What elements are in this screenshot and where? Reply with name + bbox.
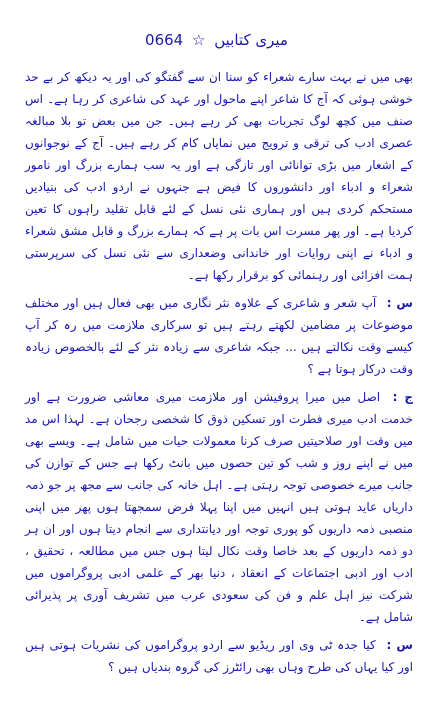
paragraph-text: کیا جدہ ٹی وی اور ریڈیو سے اردو پروگراموں کی نشریات ہوتی ہیں اور کیا یہاں کی طرح وہاں بھی رائٹرز کی گروہ بندیاں ہیں ؟	[25, 638, 413, 674]
paragraph-text: اصل میں میرا پروفیشن اور ملازمت میری معاشی ضرورت ہے اور خدمت ادب میری فطرت اور تسکین ذوق کا شخصی رجحان ہے۔ لہذا اس مد میں وقت اور صلاحیتیں صرف کرنا معمولات حیات میں شامل ہے۔ ویسے بھی میں نے اپنے روز و شب کو تین حصوں میں بانٹ رکھا ہے جس کے توازن کی جانب میرے خصوصی توجہ رہتی ہے۔ اہل خانہ کی جانب سے مجھ پر جو ذمہ داریاں عاید ہوتی ہیں انہیں میں اپنا پہلا فرض سمجھتا ہوں پھر میں اپنی منصبی ذمہ داریوں کو پوری توجہ اور دیانتداری سے انجام دیتا ہوں اور ان ہر دو ذمہ داریوں کے بعد خاصا وقت نکال لیتا ہوں جس میں مطالعہ ، تحقیق ، ادب اور ادبی اجتماعات کے انعقاد ، دنیا بھر کے علمی ادبی پروگراموں میں شرکت نیز اہل علم و فن کی سعودی عرب میں تشریف آوری پر پذیرائی شامل ہے۔	[25, 390, 413, 624]
page-number: 0664	[145, 31, 184, 49]
paragraph-answer-1	[25, 386, 413, 628]
article-body	[25, 66, 413, 684]
question-label: س :	[386, 638, 413, 652]
paragraph-question-1	[25, 292, 413, 380]
paragraph-text: آپ شعر و شاعری کے علاوہ نثر نگاری میں بھی فعال ہیں اور مختلف موضوعات پر مضامین لکھتے رہتے ہیں تو سرکاری ملازمت میں رہ کر آپ کیسے وقت نکالتے ہیں ... جبکہ شاعری سے زیادہ نثر کے لئے بالخصوص زیادہ وقت درکار ہوتا ہے ؟	[25, 296, 413, 376]
paragraph-question-2	[25, 634, 413, 678]
paragraph-text: بھی میں نے بہت سارے شعراء کو سنا ان سے گفتگو کی اور یہ دیکھ کر بے حد خوشی ہوئی کہ آج کا شاعر اپنے ماحول اور عہد کی شاعری کر رہا ہے۔ اس صنف میں کچھ لوگ تجربات بھی کر رہے ہیں۔ جن میں بعض تو بلا مبالغہ عصری ادب کی ترقی و ترویج میں نمایاں کام کر رہے ہیں۔ آج کے نوجوانوں کے اشعار میں بڑی توانائی اور تازگی ہے اور یہ سب ہمارے بزرگ اور نامور شعراء و ادباء اور دانشوروں کا فیض ہے جنہوں نے اردو ادب کی بنیادیں مستحکم کردی ہیں اور ہماری نئی نسل کے لئے قابل تقلید راہوں کا تعین کردیا ہے۔ اور پھر مسرت اس بات پر ہے کہ ہمارے بزرگ و قابل مشق شعراء و ادباء نے اپنی روایات اور خاندانی وضعداری سے نئی نسل کی سرپرستی ہمت افزائی اور رہنمائی کو برقرار رکھا ہے۔	[25, 70, 413, 282]
paragraph-intro	[25, 66, 413, 286]
answer-label: ج :	[392, 390, 414, 404]
star-icon: ☆	[192, 31, 206, 49]
page-header	[0, 31, 433, 49]
question-label: س :	[386, 296, 413, 310]
header-title: میری کتابیں	[214, 31, 288, 49]
